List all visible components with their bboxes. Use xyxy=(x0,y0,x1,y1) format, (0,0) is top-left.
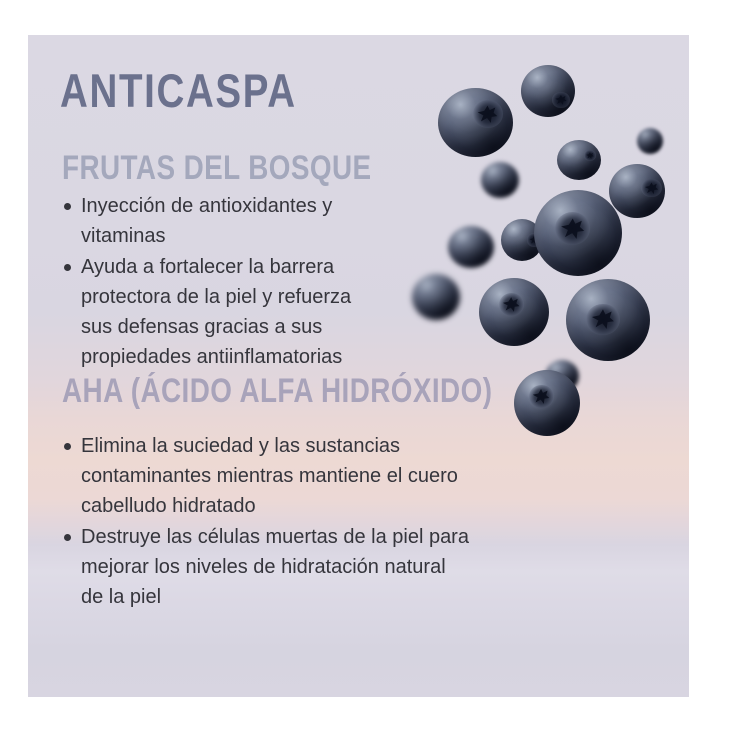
bullet-line: Destruye las células muertas de la piel para xyxy=(81,526,469,548)
blueberry-image xyxy=(566,279,650,361)
blueberry-image xyxy=(557,140,601,180)
blueberry-image xyxy=(481,162,519,198)
blueberry-image xyxy=(479,278,549,346)
berry-calyx xyxy=(529,385,554,409)
berry-calyx xyxy=(552,92,569,108)
berry-calyx xyxy=(584,150,595,160)
bullet-line: contaminantes mientras mantiene el cuero xyxy=(81,465,458,487)
section-heading-frutas: FRUTAS DEL BOSQUE xyxy=(62,149,372,187)
berry-calyx xyxy=(499,293,524,316)
bullet-line: protectora de la piel y refuerza xyxy=(81,286,352,308)
poster-title: ANTICASPA xyxy=(60,64,297,117)
blueberry-image xyxy=(412,274,460,320)
blueberry-image xyxy=(637,128,663,154)
blueberry-image xyxy=(448,226,494,268)
berry-calyx xyxy=(586,304,620,335)
berry-calyx xyxy=(555,212,590,245)
bullet-line: Elimina la suciedad y las sustancias xyxy=(81,435,401,457)
bullet-line: cabelludo hidratado xyxy=(81,495,256,517)
blueberries-illustration xyxy=(28,35,689,697)
bullet-line: mejorar los niveles de hidratación natural xyxy=(81,556,446,578)
berry-calyx xyxy=(473,100,503,128)
bullet-line: propiedades antiinflamatorias xyxy=(81,346,343,368)
blueberry-image xyxy=(521,65,575,117)
blueberry-image xyxy=(438,88,513,157)
bullet-line: sus defensas gracias a sus xyxy=(81,316,323,338)
bullet-line: Inyección de antioxidantes y xyxy=(81,195,333,217)
blueberry-image xyxy=(534,190,622,276)
blueberry-image xyxy=(514,370,580,436)
bullet-line: vitaminas xyxy=(81,225,166,247)
section-heading-aha: AHA (ÁCIDO ALFA HIDRÓXIDO) xyxy=(62,372,493,410)
gradient-background xyxy=(28,35,689,697)
bullet-line: Ayuda a fortalecer la barrera xyxy=(81,256,335,278)
berry-calyx xyxy=(641,179,661,197)
bullet-line: de la piel xyxy=(81,586,162,608)
blueberry-image xyxy=(609,164,665,218)
